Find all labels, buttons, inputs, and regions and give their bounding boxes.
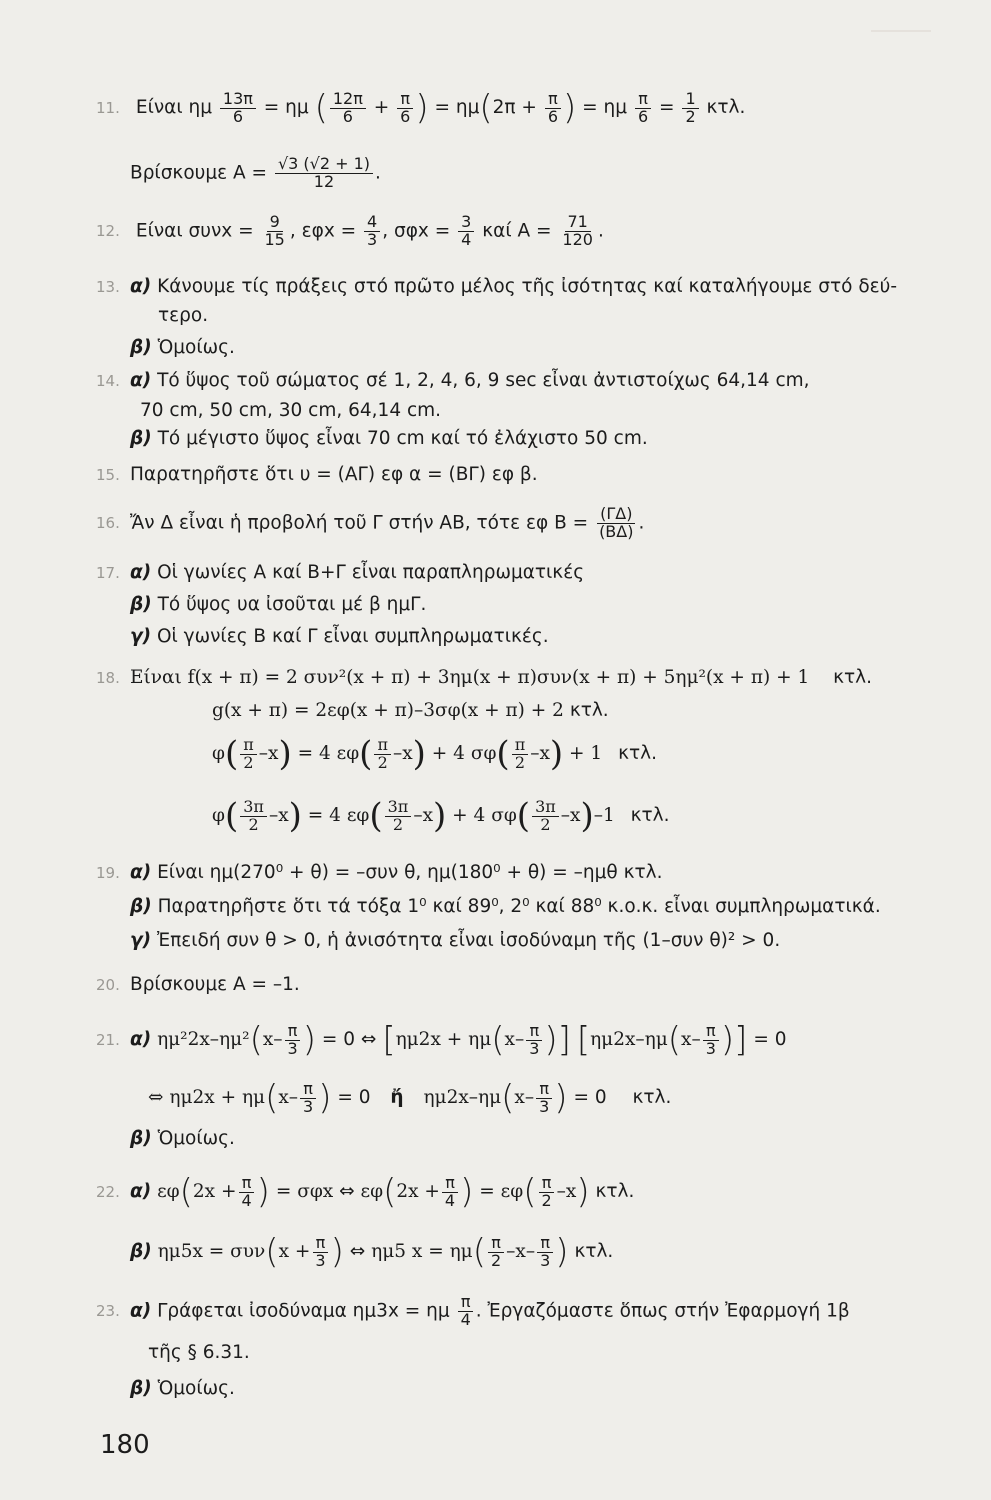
entry-number: 11. (96, 99, 120, 117)
entry-11: 11. Είναι ημ $\frac{13\pi}{6}$ = ημ ( $\frac{12\pi}{6}$ + $\frac{\pi}{6}$ ) = ημ(2π + $\frac{\pi}{6}$ ) = ημ $\frac{\pi}{6}$ = $\frac{1}{2}$ κτλ. (96, 88, 746, 128)
fraction: $\frac{13\pi}{6}$ (220, 91, 256, 126)
page-number: 180 (100, 1430, 150, 1460)
entry-17: 17. α) Οἱ γωνίες Α καί Β+Γ εἶναι παραπληρωματικές (96, 562, 585, 583)
entry-12: 12. Είναι συνx = $\frac{9}{15}$ , εφx = $\frac{4}{3}$ , σφx = $\frac{3}{4}$ καί A = $\frac{71}{120}$ . (96, 212, 604, 249)
entry-14: 14. α) Τό ὕψος τοῦ σώματος σέ 1, 2, 4, 6, 9 sec εἶναι ἀντιστοίχως 64,14 cm, (96, 370, 810, 391)
entry-20: 20. Βρίσκουμε A = –1. (96, 974, 300, 995)
entry-21: 21. α) ημ²2x–ημ²(x– $\frac{\pi}{3}$ ) = 0 ⇔ [ημ2x + ημ(x– $\frac{\pi}{3}$ )] [ημ2x–ημ(x– $\frac{\pi}{3}$ )] = 0 (96, 1020, 787, 1060)
phi-line-1: φ( $\frac{\pi}{2}$ –x) = 4 εφ( $\frac{\pi}{2}$ –x) + 4 σφ( $\frac{\pi}{2}$ –x) + 1 κτλ. (212, 734, 657, 774)
entry-15: 15. Παρατηρῆστε ὅτι υ = (ΑΓ) εφ α = (ΒΓ) εφ β. (96, 464, 538, 485)
entry-18: 18. Είναι f(x + π) = 2 συν²(x + π) + 3ημ(x + π)συν(x + π) + 5ημ²(x + π) + 1 κτλ. (96, 667, 872, 688)
entry-16: 16. Ἄν Δ εἶναι ἡ προβολή τοῦ Γ στήν ΑΒ, τότε εφ Β = $\frac{(\Gamma\Delta)}{(B\Delta)}$ . (96, 504, 645, 541)
book-page: 11. Είναι ημ $\frac{13\pi}{6}$ = ημ ( $\frac{12\pi}{6}$ + $\frac{\pi}{6}$ ) = ημ(2π + $\frac{\pi}{6}$ ) = ημ $\frac{\pi}{6}$ = $\frac{1}{2}$ κτλ. Βρίσκουμε A = $\frac{√3 (√2 + 1)}{12}$ . 12. Είναι συνx = $\frac{9}{15}$ , εφx = $\frac{4}{3}$ , σφx = $\frac{3}{4}$ καί A = $\frac{71}{120}$ . 13. α) Κάνουμε τίς πράξεις στό πρῶτο μέλος τῆς ἰσότητας καί καταλήγουμε στό δεύ- τερο. β) Ὁμοίως. 14. α) Τό ὕψος τοῦ σώματος σέ 1, 2, 4, 6, 9 sec εἶναι ἀντιστοίχως 64,14 cm, 70 cm, 50 cm, 30 cm, 64,14 cm. β) Τό μέγιστο ὕψος εἶναι 70 cm καί τό ἐλάχιστο 50 cm. 15. Παρατηρῆστε ὅτι υ = (ΑΓ) εφ α = (ΒΓ) εφ β. 16. Ἄν Δ εἶναι ἡ προβολή τοῦ Γ στήν ΑΒ, τότε εφ Β = $\frac{(\Gamma\Delta)}{(B\Delta)}$ . 17. α) Οἱ γωνίες Α καί Β+Γ εἶναι παραπληρωματικές β) Τό ὕψος υα ἰσοῦται μέ β ημΓ. γ) Οἱ γωνίες Β καί Γ εἶναι συμπληρωματικές. 18. Είναι f(x + π) = 2 συν²(x + π) + 3ημ(x + π)συν(x + π) + 5ημ²(x + π) + 1 κτλ. g(x + π) = 2εφ(x + π)–3σφ(x + π) + 2 κτλ. φ( $\frac{\pi}{2}$ –x) = 4 εφ( $\frac{\pi}{2}$ –x) + 4 σφ( $\frac{\pi}{2}$ –x) + 1 κτλ. φ( $\frac{3\pi}{2}$ –x) = 4 εφ( $\frac{3\pi}{2}$ –x) + 4 σφ( $\frac{3\pi}{2}$ –x)–1 κτλ. 19. α) Είναι ημ(270⁰ + θ) = –συν θ, ημ(180⁰ + θ) = –ημθ κτλ. β) Παρατηρῆστε ὅτι τά τόξα 1⁰ καί 89⁰, 2⁰ καί 88⁰ κ.ο.κ. εἶναι συμπληρωματικά. γ) Ἐπειδή συν θ > 0, ἡ ἀνισότητα εἶναι ἰσοδύναμη τῆς (1–συν θ)² > 0. 20. Βρίσκουμε A = –1. 21. α) ημ²2x–ημ²(x– $\frac{\pi}{3}$ ) = 0 ⇔ [ημ2x + ημ(x– $\frac{\pi}{3}$ )] [ημ2x–ημ(x– $\frac{\pi}{3}$ )] = 0 ⇔ ημ2x + ημ(x– $\frac{\pi}{3}$ ) = 0 ἤ ημ2x–ημ(x– $\frac{\pi}{3}$ ) = 0 κτλ. β) Ὁμοίως. 22. α) εφ(2x + $\frac{\pi}{4}$ ) = σφx ⇔ εφ(2x + $\frac{\pi}{4}$ ) = εφ( $\frac{\pi}{2}$ –x) κτλ. β) ημ5x = συν(x + $\frac{\pi}{3}$ ) ⇔ ημ5 x = ημ( $\frac{\pi}{2}$ –x– $\frac{\pi}{3}$ ) κτλ. 23. α) Γράφεται ἰσοδύναμα ημ3x = ημ $\frac{\pi}{4}$ . Ἐργαζόμαστε ὅπως στήν Ἐφαρμογή 1β τῆς § 6.31. β) Ὁμοίως. 180 (0, 0, 991, 1500)
bleed-through-mark (871, 30, 931, 62)
entry-number: 12. (96, 222, 120, 241)
entry-19: 19. α) Είναι ημ(270⁰ + θ) = –συν θ, ημ(180⁰ + θ) = –ημθ κτλ. (96, 862, 663, 883)
entry-22: 22. α) εφ(2x + $\frac{\pi}{4}$ ) = σφx ⇔ εφ(2x + $\frac{\pi}{4}$ ) = εφ( $\frac{\pi}{2}$ –x) κτλ. (96, 1172, 635, 1212)
phi-line-2: φ( $\frac{3\pi}{2}$ –x) = 4 εφ( $\frac{3\pi}{2}$ –x) + 4 σφ( $\frac{3\pi}{2}$ –x)–1 κτλ. (212, 796, 670, 836)
entry-13: 13. α) Κάνουμε τίς πράξεις στό πρῶτο μέλος τῆς ἰσότητας καί καταλήγουμε στό δεύ- (96, 276, 898, 297)
entry-23: 23. α) Γράφεται ἰσοδύναμα ημ3x = ημ $\frac{\pi}{4}$ . Ἐργαζόμαστε ὅπως στήν Ἐφαρμογή 1β (96, 1292, 850, 1329)
entry-11-result: Βρίσκουμε A = $\frac{√3 (√2 + 1)}{12}$ . (130, 154, 381, 191)
